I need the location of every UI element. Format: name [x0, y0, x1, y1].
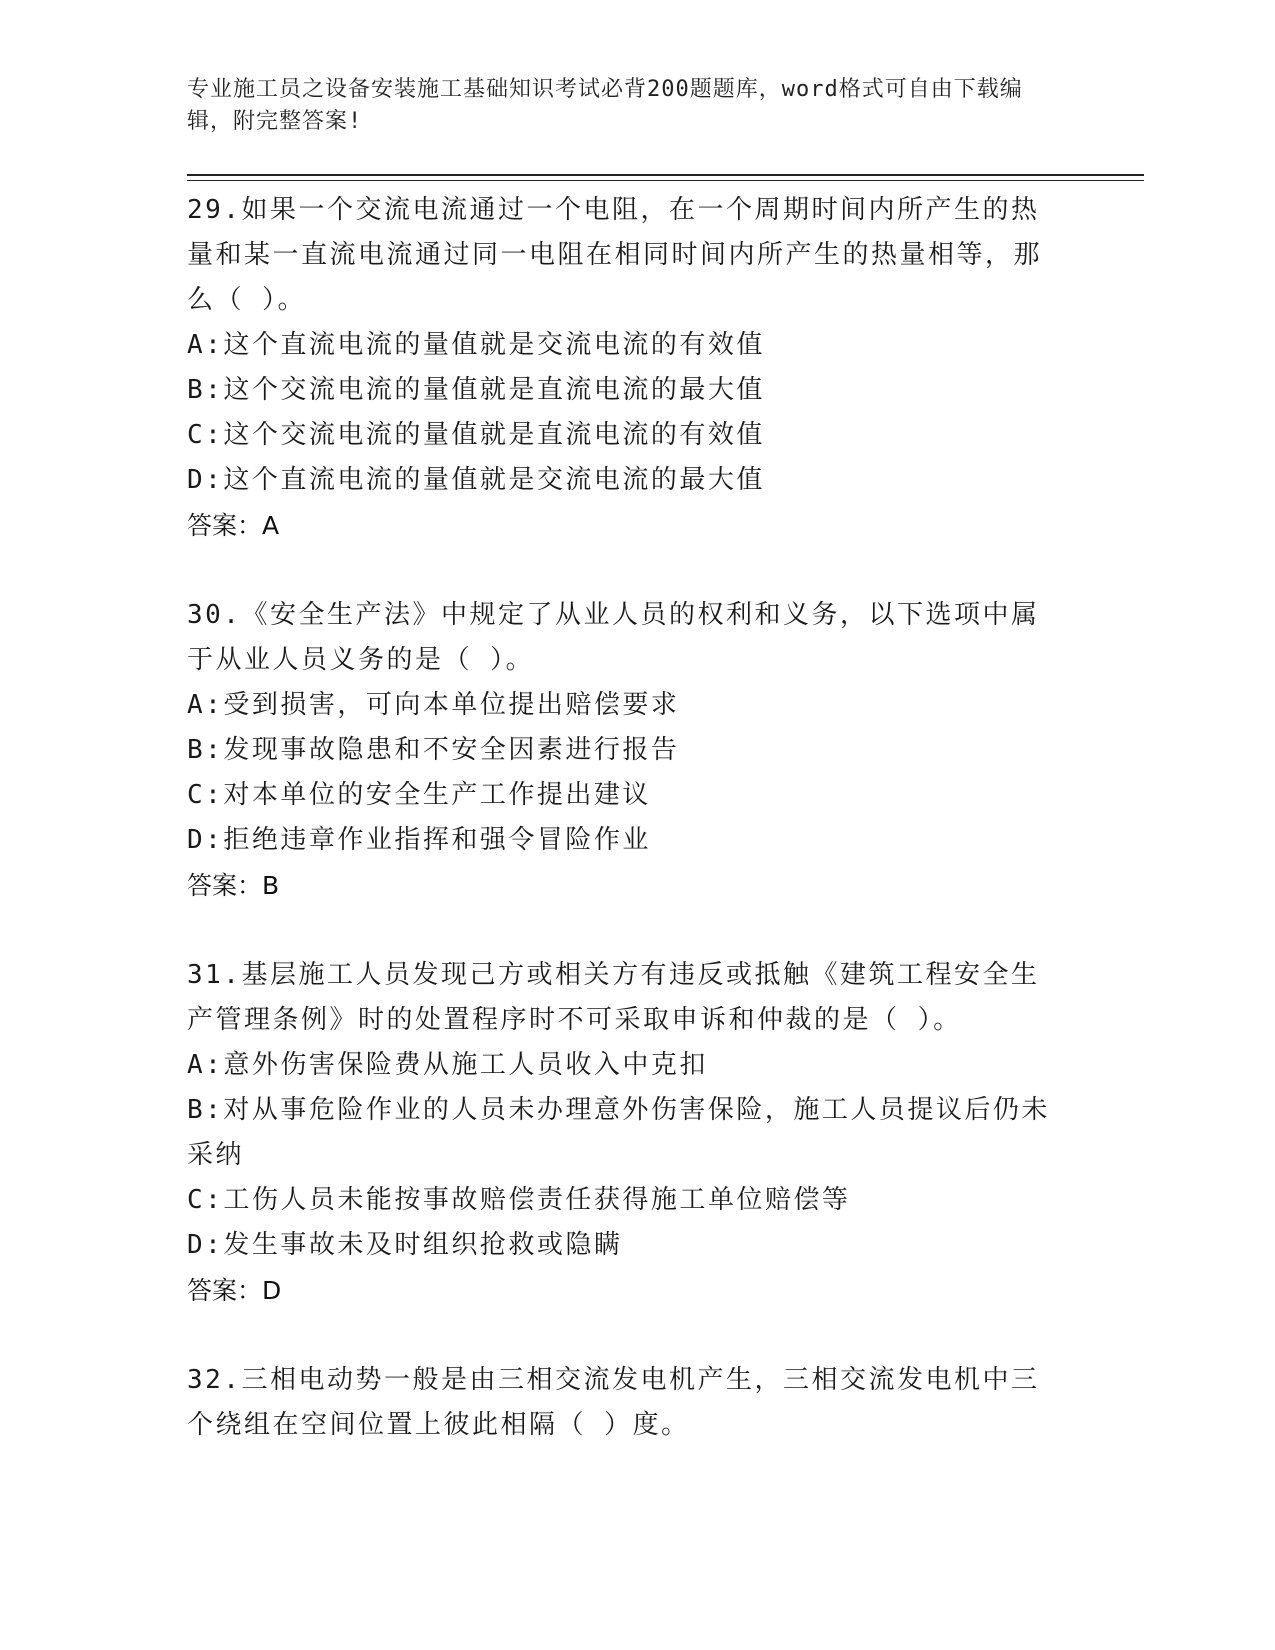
option-a [187, 1043, 1067, 1088]
option-c [187, 1178, 1067, 1223]
option-c [187, 773, 1067, 818]
option-b [187, 368, 1067, 413]
option-a [187, 683, 1067, 728]
option-key: C: [187, 780, 224, 810]
question-spacer [187, 1313, 1067, 1358]
option-c [187, 413, 1067, 458]
question-spacer [187, 548, 1067, 593]
option-b [187, 728, 1067, 773]
question-text: 31.基层施工人员发现己方或相关方有违反或抵触《建筑工程安全生产管理条例》时的处置程序时不可采取申诉和仲裁的是（ ）。 [187, 960, 1040, 1035]
option-key: D: [187, 465, 224, 495]
option-text: 这个直流电流的量值就是交流电流的有效值 [223, 330, 765, 360]
question-text: 32.三相电动势一般是由三相交流发电机产生，三相交流发电机中三个绕组在空间位置上彼此相隔（ ）度。 [187, 1365, 1040, 1440]
option-key: A: [187, 690, 224, 720]
question-32 [187, 1358, 1067, 1448]
option-text: 发现事故隐患和不安全因素进行报告 [223, 735, 680, 765]
option-key: B: [187, 375, 224, 405]
option-key: A: [187, 1050, 224, 1080]
document-header: 专业施工员之设备安装施工基础知识考试必背200题题库，word格式可自由下载编辑，附完整答案! [187, 77, 1023, 134]
question-text: 29.如果一个交流电流通过一个电阻，在一个周期时间内所产生的热量和某一直流电流通过同一电阻在相同时间内所产生的热量相等，那么（ ）。 [187, 195, 1043, 315]
header-divider-thick [187, 174, 1144, 176]
option-text: 这个直流电流的量值就是交流电流的最大值 [223, 465, 765, 495]
option-text: 拒绝违章作业指挥和强令冒险作业 [223, 825, 651, 855]
option-text: 发生事故未及时组织抢救或隐瞒 [223, 1230, 623, 1260]
option-text: 这个交流电流的量值就是直流电流的最大值 [223, 375, 765, 405]
option-d [187, 818, 1067, 863]
question-list [187, 188, 1067, 1448]
option-text: 对从事危险作业的人员未办理意外伤害保险，施工人员提议后仍未采纳 [187, 1095, 1050, 1170]
option-key: D: [187, 1230, 224, 1260]
option-text: 这个交流电流的量值就是直流电流的有效值 [223, 420, 765, 450]
option-key: A: [187, 330, 224, 360]
question-29 [187, 188, 1067, 548]
option-key: B: [187, 735, 224, 765]
option-text: 意外伤害保险费从施工人员收入中克扣 [223, 1050, 708, 1080]
answer-label: 答案：A [187, 511, 280, 540]
option-text: 对本单位的安全生产工作提出建议 [223, 780, 651, 810]
question-30 [187, 593, 1067, 908]
question-31 [187, 953, 1067, 1313]
question-spacer [187, 908, 1067, 953]
header-divider-thin [187, 180, 1144, 181]
option-text: 受到损害，可向本单位提出赔偿要求 [223, 690, 680, 720]
option-key: D: [187, 825, 224, 855]
option-a [187, 323, 1067, 368]
option-text: 工伤人员未能按事故赔偿责任获得施工单位赔偿等 [223, 1185, 851, 1215]
question-text: 30.《安全生产法》中规定了从业人员的权利和义务，以下选项中属于从业人员义务的是（ ）。 [187, 600, 1040, 675]
option-key: C: [187, 1185, 224, 1215]
option-key: C: [187, 420, 224, 450]
answer-label: 答案：D [187, 1276, 282, 1305]
option-d [187, 1223, 1067, 1268]
option-key: B: [187, 1095, 224, 1125]
option-d [187, 458, 1067, 503]
answer-label: 答案：B [187, 871, 280, 900]
option-b [187, 1088, 1067, 1178]
